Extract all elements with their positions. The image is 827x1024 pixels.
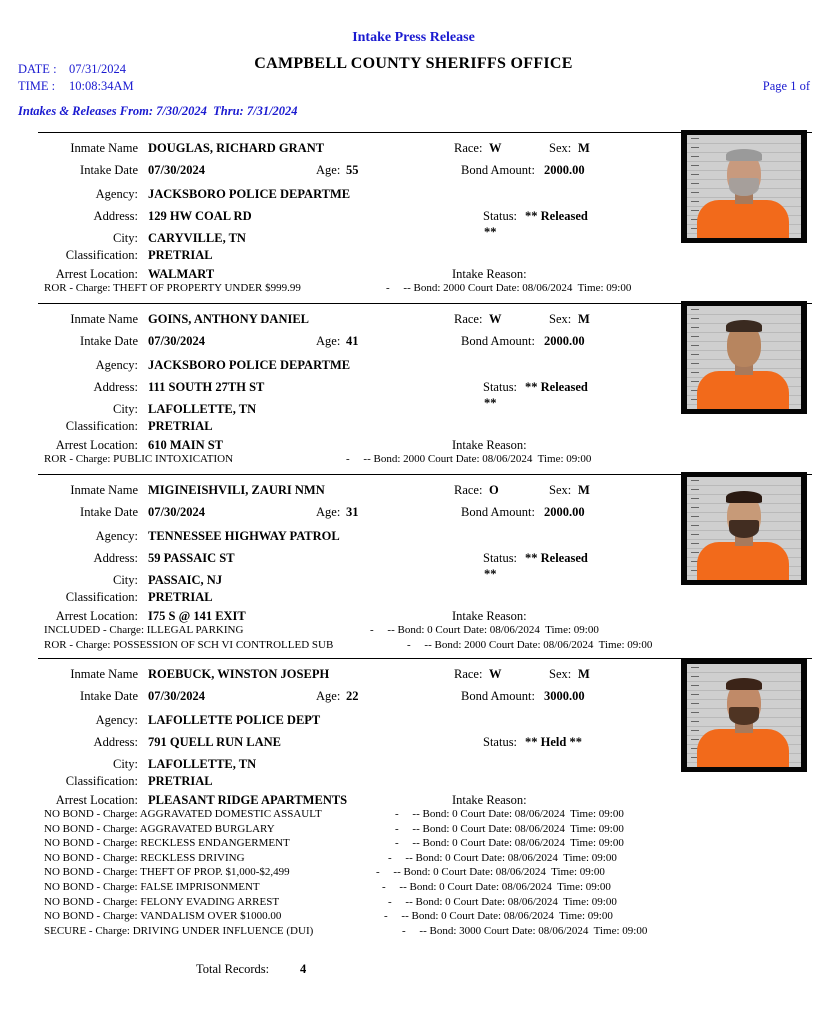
charge-text: NO BOND - Charge: RECKLESS ENDANGERMENT xyxy=(44,837,290,850)
charge-bond: - -- Bond: 0 Court Date: 08/06/2024 Time: 09:00 xyxy=(388,895,617,908)
city: LAFOLLETTE, TN xyxy=(148,757,257,771)
classification-label: Classification: xyxy=(65,419,138,433)
charge-text: NO BOND - Charge: FALSE IMPRISONMENT xyxy=(44,881,260,893)
arrest-location: I75 S @ 141 EXIT xyxy=(148,609,246,623)
status-continuation: ** xyxy=(484,225,497,239)
charge-bond: - -- Bond: 0 Court Date: 08/06/2024 Time: 09:00 xyxy=(376,866,605,879)
total-records-value: 4 xyxy=(300,962,307,976)
inmate-name-label: Inmate Name xyxy=(70,483,138,497)
inmate-name: MIGINEISHVILI, ZAURI NMN xyxy=(148,483,325,497)
sex-value: M xyxy=(578,667,590,681)
age-label: Age: xyxy=(316,334,341,348)
race-label: Race: xyxy=(454,141,483,155)
agency-label: Agency: xyxy=(95,529,138,543)
agency: JACKSBORO POLICE DEPARTME xyxy=(148,358,351,372)
sex-label: Sex: xyxy=(549,667,572,681)
city: LAFOLLETTE, TN xyxy=(148,402,257,416)
range-from: 7/30/2024 xyxy=(156,104,207,118)
time-value: 10:08:34AM xyxy=(69,79,134,93)
report-title: Intake Press Release xyxy=(352,30,475,45)
charge-bond: - -- Bond: 0 Court Date: 08/06/2024 Time: 09:00 xyxy=(388,851,617,864)
address: 129 HW COAL RD xyxy=(148,209,252,223)
age-label: Age: xyxy=(316,689,341,703)
office-name: CAMPBELL COUNTY SHERIFFS OFFICE xyxy=(254,55,573,72)
intake-reason-label: Intake Reason: xyxy=(452,267,527,281)
intake-reason-label: Intake Reason: xyxy=(452,793,527,807)
charge-bond: - -- Bond: 2000 Court Date: 08/06/2024 Time: 09:00 xyxy=(386,282,632,294)
status-continuation: ** xyxy=(484,396,497,410)
intake-reason-label: Intake Reason: xyxy=(452,609,527,623)
total-records-label: Total Records: xyxy=(196,962,270,976)
inmate-name: ROEBUCK, WINSTON JOSEPH xyxy=(148,667,330,681)
status-continuation: ** xyxy=(484,567,497,581)
race-label: Race: xyxy=(454,312,483,326)
hair xyxy=(726,678,762,690)
intake-reason-label: Intake Reason: xyxy=(452,438,527,452)
race-label: Race: xyxy=(454,483,483,497)
age-label: Age: xyxy=(316,163,341,177)
hair xyxy=(726,320,762,332)
city-label: City: xyxy=(112,402,138,416)
intake-date: 07/30/2024 xyxy=(148,505,205,519)
charge-text: NO BOND - Charge: FELONY EVADING ARREST xyxy=(44,895,280,908)
beard xyxy=(729,707,759,725)
classification-label: Classification: xyxy=(65,774,138,788)
age-value: 55 xyxy=(346,163,359,177)
address-label: Address: xyxy=(93,380,138,394)
mugshot-photo xyxy=(681,130,807,243)
charge-row xyxy=(44,866,605,879)
date-label: DATE : xyxy=(18,62,57,76)
arrest-location-label: Arrest Location: xyxy=(55,609,138,623)
address: 59 PASSAIC ST xyxy=(148,551,235,565)
charge-text: NO BOND - Charge: THEFT OF PROP. $1,000-$2,499 xyxy=(44,866,290,879)
sex-value: M xyxy=(578,483,590,497)
charge-row xyxy=(44,822,624,835)
charge-bond: - -- Bond: 3000 Court Date: 08/06/2024 Time: 09:00 xyxy=(402,924,648,937)
arrest-location: WALMART xyxy=(148,267,215,281)
intake-date-label: Intake Date xyxy=(80,689,138,703)
sex-value: M xyxy=(578,312,590,326)
agency-label: Agency: xyxy=(95,358,138,372)
status-value: ** Released xyxy=(525,551,588,565)
date-value: 07/31/2024 xyxy=(69,62,126,76)
city: PASSAIC, NJ xyxy=(148,573,223,587)
city-label: City: xyxy=(112,573,138,587)
classification: PRETRIAL xyxy=(148,248,213,262)
time-label: TIME : xyxy=(18,79,56,93)
charge-row xyxy=(44,881,611,893)
agency: JACKSBORO POLICE DEPARTME xyxy=(148,187,351,201)
charge-row xyxy=(44,808,624,820)
charge-row xyxy=(44,624,599,636)
classification: PRETRIAL xyxy=(148,590,213,604)
address-label: Address: xyxy=(93,209,138,223)
charge-text: ROR - Charge: PUBLIC INTOXICATION xyxy=(44,453,234,465)
status-label: Status: xyxy=(483,380,518,394)
inmate-name: GOINS, ANTHONY DANIEL xyxy=(148,312,310,326)
city: CARYVILLE, TN xyxy=(148,231,246,245)
mugshot-photo xyxy=(681,472,807,585)
charge-text: ROR - Charge: POSSESSION OF SCH VI CONTROLLED SUB xyxy=(44,638,334,651)
bond-amount: 2000.00 xyxy=(544,334,585,348)
intake-date: 07/30/2024 xyxy=(148,163,205,177)
range-thru: 7/31/2024 xyxy=(246,104,298,118)
race-value: W xyxy=(489,667,502,681)
bond-amount-label: Bond Amount: xyxy=(461,334,535,348)
race-value: O xyxy=(489,483,499,497)
charge-bond: - -- Bond: 0 Court Date: 08/06/2024 Time: 09:00 xyxy=(370,624,599,636)
beard xyxy=(729,178,759,196)
sex-label: Sex: xyxy=(549,141,572,155)
address: 111 SOUTH 27TH ST xyxy=(148,380,265,394)
agency: TENNESSEE HIGHWAY PATROL xyxy=(148,529,340,543)
arrest-location-label: Arrest Location: xyxy=(55,267,138,281)
status-value: ** Released xyxy=(525,380,588,394)
charge-row xyxy=(44,924,648,937)
intake-date: 07/30/2024 xyxy=(148,334,205,348)
status-value: ** Released xyxy=(525,209,588,223)
hair xyxy=(726,491,762,503)
charge-bond: - -- Bond: 2000 Court Date: 08/06/2024 Time: 09:00 xyxy=(407,638,653,651)
bond-amount-label: Bond Amount: xyxy=(461,689,535,703)
range-thru-label: Thru: xyxy=(213,104,244,118)
charge-row xyxy=(44,895,617,908)
age-value: 41 xyxy=(346,334,359,348)
city-label: City: xyxy=(112,757,138,771)
charge-row xyxy=(44,282,632,294)
bond-amount: 2000.00 xyxy=(544,163,585,177)
charge-row xyxy=(44,638,653,651)
inmate-name-label: Inmate Name xyxy=(70,312,138,326)
orange-jumpsuit xyxy=(697,542,789,580)
charge-bond: - -- Bond: 0 Court Date: 08/06/2024 Time: 09:00 xyxy=(382,881,611,893)
charge-text: ROR - Charge: THEFT OF PROPERTY UNDER $999.99 xyxy=(44,282,301,294)
agency-label: Agency: xyxy=(95,187,138,201)
arrest-location: PLEASANT RIDGE APARTMENTS xyxy=(148,793,348,807)
beard xyxy=(729,520,759,538)
charge-bond: - -- Bond: 0 Court Date: 08/06/2024 Time: 09:00 xyxy=(384,910,613,923)
age-value: 22 xyxy=(346,689,359,703)
arrest-location-label: Arrest Location: xyxy=(55,438,138,452)
address-label: Address: xyxy=(93,551,138,565)
race-value: W xyxy=(489,312,502,326)
agency-label: Agency: xyxy=(95,713,138,727)
address-label: Address: xyxy=(93,735,138,749)
charge-bond: - -- Bond: 0 Court Date: 08/06/2024 Time: 09:00 xyxy=(395,808,624,820)
charge-row xyxy=(44,910,613,923)
intake-date-label: Intake Date xyxy=(80,505,138,519)
hair xyxy=(726,149,762,161)
mugshot-photo xyxy=(681,301,807,414)
charge-text: SECURE - Charge: DRIVING UNDER INFLUENCE (DUI) xyxy=(44,924,314,937)
intake-date-label: Intake Date xyxy=(80,334,138,348)
bond-amount-label: Bond Amount: xyxy=(461,505,535,519)
classification-label: Classification: xyxy=(65,590,138,604)
inmate-name-label: Inmate Name xyxy=(70,141,138,155)
charge-text: NO BOND - Charge: AGGRAVATED DOMESTIC ASSAULT xyxy=(44,808,322,820)
status-value: ** Held ** xyxy=(525,735,582,749)
mugshot-photo xyxy=(681,659,807,772)
charge-row xyxy=(44,453,592,465)
sex-value: M xyxy=(578,141,590,155)
orange-jumpsuit xyxy=(697,729,789,767)
orange-jumpsuit xyxy=(697,200,789,238)
charge-bond: - -- Bond: 0 Court Date: 08/06/2024 Time: 09:00 xyxy=(395,837,624,850)
bond-amount: 2000.00 xyxy=(544,505,585,519)
page-indicator: Page 1 of xyxy=(762,79,810,93)
status-label: Status: xyxy=(483,209,518,223)
bond-amount-label: Bond Amount: xyxy=(461,163,535,177)
range-label: Intakes & Releases From: xyxy=(18,104,154,118)
status-label: Status: xyxy=(483,551,518,565)
city-label: City: xyxy=(112,231,138,245)
date-range xyxy=(18,104,298,119)
arrest-location-label: Arrest Location: xyxy=(55,793,138,807)
classification: PRETRIAL xyxy=(148,419,213,433)
inmate-name-label: Inmate Name xyxy=(70,667,138,681)
address: 791 QUELL RUN LANE xyxy=(148,735,282,749)
status-label: Status: xyxy=(483,735,518,749)
charge-bond: - -- Bond: 0 Court Date: 08/06/2024 Time: 09:00 xyxy=(395,822,624,835)
classification-label: Classification: xyxy=(65,248,138,262)
arrest-location: 610 MAIN ST xyxy=(148,438,224,452)
age-label: Age: xyxy=(316,505,341,519)
bond-amount: 3000.00 xyxy=(544,689,585,703)
orange-jumpsuit xyxy=(697,371,789,409)
sex-label: Sex: xyxy=(549,483,572,497)
charge-text: NO BOND - Charge: VANDALISM OVER $1000.00 xyxy=(44,910,282,923)
intake-date-label: Intake Date xyxy=(80,163,138,177)
charge-row xyxy=(44,851,617,864)
charge-row xyxy=(44,837,624,850)
sex-label: Sex: xyxy=(549,312,572,326)
race-label: Race: xyxy=(454,667,483,681)
agency: LAFOLLETTE POLICE DEPT xyxy=(148,713,321,727)
charge-text: INCLUDED - Charge: ILLEGAL PARKING xyxy=(44,624,244,636)
charge-text: NO BOND - Charge: RECKLESS DRIVING xyxy=(44,851,245,864)
intake-date: 07/30/2024 xyxy=(148,689,205,703)
charge-bond: - -- Bond: 2000 Court Date: 08/06/2024 Time: 09:00 xyxy=(346,453,592,465)
classification: PRETRIAL xyxy=(148,774,213,788)
age-value: 31 xyxy=(346,505,359,519)
race-value: W xyxy=(489,141,502,155)
charge-text: NO BOND - Charge: AGGRAVATED BURGLARY xyxy=(44,822,275,835)
inmate-name: DOUGLAS, RICHARD GRANT xyxy=(148,141,325,155)
